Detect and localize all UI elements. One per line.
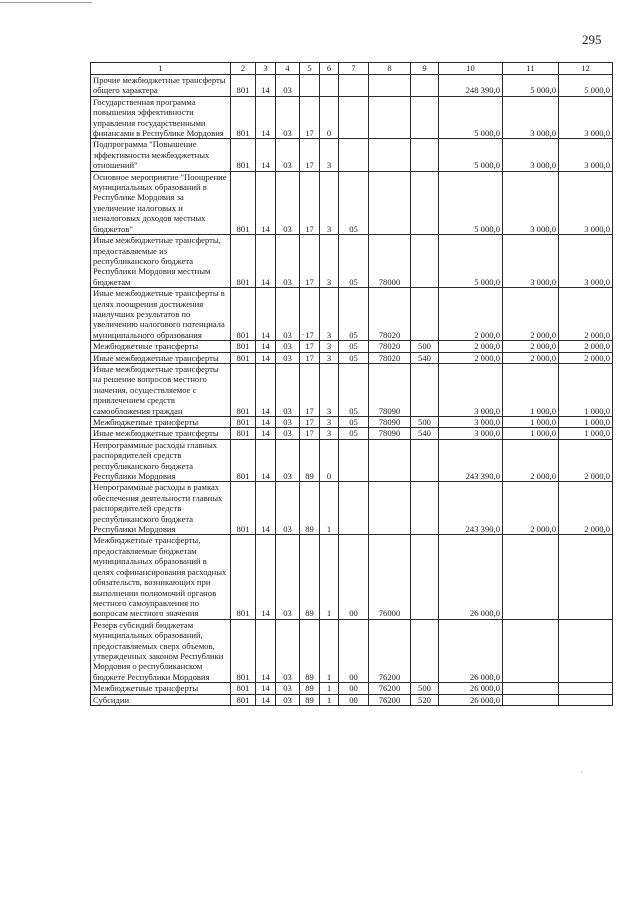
table-row: [91, 235, 613, 288]
cell-c6: 3: [320, 352, 339, 363]
cell-c2: 801: [231, 683, 256, 694]
table-body: [91, 75, 613, 706]
cell-c9: [411, 288, 439, 341]
cell-c10: 3 000,0: [439, 363, 503, 416]
column-header-12: 12: [559, 63, 613, 75]
cell-c11: 2 000,0: [503, 352, 559, 363]
cell-c4: 03: [276, 171, 300, 234]
scan-speck: -: [302, 330, 305, 339]
cell-c12: [559, 535, 613, 619]
cell-c4: 03: [276, 683, 300, 694]
cell-c7: [339, 439, 369, 482]
cell-c8: [369, 439, 411, 482]
cell-c10: 5 000,0: [439, 235, 503, 288]
cell-c4: 03: [276, 535, 300, 619]
row-name: Межбюджетные трансферты: [91, 341, 231, 352]
cell-c10: 243 390,0: [439, 482, 503, 535]
cell-c4: 03: [276, 96, 300, 139]
cell-c2: 801: [231, 96, 256, 139]
cell-c5: 17: [300, 96, 320, 139]
cell-c8: [369, 482, 411, 535]
table-row: [91, 535, 613, 619]
cell-c2: 801: [231, 288, 256, 341]
cell-c5: 17: [300, 139, 320, 171]
cell-c3: 14: [256, 171, 276, 234]
cell-c4: 03: [276, 75, 300, 97]
cell-c8: 78090: [369, 363, 411, 416]
cell-c8: [369, 96, 411, 139]
cell-c5: 17: [300, 428, 320, 439]
column-header-5: 5: [300, 63, 320, 75]
cell-c2: 801: [231, 363, 256, 416]
table-row: [91, 619, 613, 682]
cell-c11: [503, 619, 559, 682]
row-name: Непрограммные расходы главных распорядителей средств республиканского бюджета Республики Мордовия: [91, 439, 231, 482]
column-header-9: 9: [411, 63, 439, 75]
cell-c7: 00: [339, 683, 369, 694]
cell-c7: 05: [339, 288, 369, 341]
cell-c4: 03: [276, 235, 300, 288]
cell-c2: 801: [231, 439, 256, 482]
table-row: [91, 288, 613, 341]
cell-c8: [369, 139, 411, 171]
cell-c6: 1: [320, 683, 339, 694]
cell-c4: 03: [276, 352, 300, 363]
cell-c3: 14: [256, 235, 276, 288]
table-row: [91, 139, 613, 171]
cell-c7: [339, 96, 369, 139]
cell-c3: 14: [256, 75, 276, 97]
row-name: Межбюджетные трансферты: [91, 683, 231, 694]
cell-c3: 14: [256, 535, 276, 619]
cell-c9: [411, 139, 439, 171]
table-row: [91, 75, 613, 97]
cell-c4: 03: [276, 482, 300, 535]
table-row: [91, 683, 613, 694]
row-name: Иные межбюджетные трансферты, предоставляемые из республиканского бюджета Республики Мордовия местным бюджетам: [91, 235, 231, 288]
row-name: Межбюджетные трансферты: [91, 417, 231, 428]
cell-c3: 14: [256, 428, 276, 439]
cell-c4: 03: [276, 139, 300, 171]
cell-c4: 03: [276, 341, 300, 352]
cell-c10: 5 000,0: [439, 139, 503, 171]
cell-c7: 05: [339, 352, 369, 363]
cell-c6: 3: [320, 428, 339, 439]
cell-c8: 78020: [369, 341, 411, 352]
cell-c7: 00: [339, 694, 369, 705]
cell-c8: 76000: [369, 535, 411, 619]
cell-c9: [411, 96, 439, 139]
row-name: Резерв субсидий бюджетам муниципальных образований, предоставляемых сверх объемов, утвержденных законом Республики Мордовия о республиканском бюджете Республики Мордовия: [91, 619, 231, 682]
cell-c6: 3: [320, 171, 339, 234]
column-header-1: 1: [91, 63, 231, 75]
row-name: Основное мероприятие "Поощрение муниципальных образований в Республике Мордовия за увеличение налоговых и неналоговых доходов местных бюджетов": [91, 171, 231, 234]
cell-c2: 801: [231, 417, 256, 428]
cell-c2: 801: [231, 535, 256, 619]
cell-c10: 3 000,0: [439, 428, 503, 439]
cell-c6: 1: [320, 482, 339, 535]
cell-c4: 03: [276, 619, 300, 682]
row-name: Непрограммные расходы в рамках обеспечения деятельности главных распорядителей средств республиканского бюджета Республики Мордовия: [91, 482, 231, 535]
table-row: [91, 482, 613, 535]
cell-c12: 2 000,0: [559, 341, 613, 352]
cell-c11: 5 000,0: [503, 75, 559, 97]
cell-c7: 05: [339, 417, 369, 428]
cell-c3: 14: [256, 482, 276, 535]
cell-c2: 801: [231, 428, 256, 439]
table-row: [91, 439, 613, 482]
row-name: Иные межбюджетные трансферты в целях поощрения достижения наилучших результатов по увеличению налогового потенциала муниципального образования: [91, 288, 231, 341]
cell-c12: [559, 694, 613, 705]
cell-c11: 3 000,0: [503, 139, 559, 171]
cell-c2: 801: [231, 235, 256, 288]
column-header-7: 7: [339, 63, 369, 75]
cell-c9: [411, 439, 439, 482]
cell-c6: [320, 75, 339, 97]
cell-c5: 89: [300, 694, 320, 705]
budget-table-container: [90, 62, 613, 706]
row-name: Иные межбюджетные трансферты: [91, 428, 231, 439]
table-row: [91, 352, 613, 363]
column-header-3: 3: [256, 63, 276, 75]
cell-c8: 76200: [369, 619, 411, 682]
cell-c12: 2 000,0: [559, 352, 613, 363]
cell-c11: 2 000,0: [503, 288, 559, 341]
cell-c7: [339, 75, 369, 97]
cell-c9: 500: [411, 417, 439, 428]
cell-c9: [411, 535, 439, 619]
cell-c11: 3 000,0: [503, 235, 559, 288]
cell-c3: 14: [256, 288, 276, 341]
cell-c10: 2 000,0: [439, 341, 503, 352]
cell-c10: 248 390,0: [439, 75, 503, 97]
cell-c7: [339, 139, 369, 171]
cell-c3: 14: [256, 352, 276, 363]
cell-c7: 05: [339, 428, 369, 439]
cell-c4: 03: [276, 439, 300, 482]
cell-c7: 05: [339, 171, 369, 234]
budget-table: [90, 62, 613, 706]
cell-c5: 17: [300, 288, 320, 341]
cell-c5: 17: [300, 363, 320, 416]
cell-c6: 1: [320, 694, 339, 705]
cell-c5: [300, 75, 320, 97]
cell-c11: 3 000,0: [503, 171, 559, 234]
cell-c12: 2 000,0: [559, 288, 613, 341]
cell-c11: 1 000,0: [503, 363, 559, 416]
cell-c10: 3 000,0: [439, 417, 503, 428]
cell-c6: 3: [320, 139, 339, 171]
cell-c3: 14: [256, 619, 276, 682]
cell-c5: 17: [300, 341, 320, 352]
cell-c8: 78020: [369, 288, 411, 341]
table-row: [91, 363, 613, 416]
column-header-8: 8: [369, 63, 411, 75]
cell-c4: 03: [276, 288, 300, 341]
cell-c9: [411, 363, 439, 416]
cell-c5: 17: [300, 171, 320, 234]
cell-c2: 801: [231, 171, 256, 234]
cell-c2: 801: [231, 139, 256, 171]
cell-c8: 76200: [369, 683, 411, 694]
cell-c3: 14: [256, 694, 276, 705]
cell-c10: 26 000,0: [439, 694, 503, 705]
cell-c6: 3: [320, 363, 339, 416]
cell-c3: 14: [256, 139, 276, 171]
cell-c6: 1: [320, 619, 339, 682]
cell-c8: 78090: [369, 417, 411, 428]
cell-c12: 3 000,0: [559, 139, 613, 171]
cell-c12: 2 000,0: [559, 482, 613, 535]
cell-c3: 14: [256, 363, 276, 416]
cell-c4: 03: [276, 694, 300, 705]
table-row: [91, 694, 613, 705]
cell-c3: 14: [256, 439, 276, 482]
table-row: [91, 428, 613, 439]
cell-c5: 89: [300, 619, 320, 682]
cell-c12: [559, 619, 613, 682]
column-header-10: 10: [439, 63, 503, 75]
cell-c11: 2 000,0: [503, 482, 559, 535]
table-row: [91, 96, 613, 139]
cell-c8: [369, 75, 411, 97]
cell-c6: 3: [320, 288, 339, 341]
cell-c2: 801: [231, 341, 256, 352]
column-header-11: 11: [503, 63, 559, 75]
cell-c5: 89: [300, 482, 320, 535]
cell-c6: 3: [320, 341, 339, 352]
cell-c7: [339, 482, 369, 535]
cell-c6: 0: [320, 439, 339, 482]
cell-c7: 05: [339, 341, 369, 352]
cell-c5: 17: [300, 417, 320, 428]
cell-c3: 14: [256, 683, 276, 694]
row-name: Иные межбюджетные трансферты на решение вопросов местного значения, осуществляемое с привлечением средств самообложения граждан: [91, 363, 231, 416]
cell-c9: [411, 482, 439, 535]
cell-c11: 2 000,0: [503, 341, 559, 352]
row-name: Иные межбюджетные трансферты: [91, 352, 231, 363]
cell-c10: 26 000,0: [439, 619, 503, 682]
page-number: 295: [582, 32, 602, 47]
cell-c11: 2 000,0: [503, 439, 559, 482]
cell-c8: 76200: [369, 694, 411, 705]
column-header-2: 2: [231, 63, 256, 75]
column-header-6: 6: [320, 63, 339, 75]
cell-c2: 801: [231, 352, 256, 363]
cell-c10: 243 390,0: [439, 439, 503, 482]
table-row: [91, 171, 613, 234]
cell-c9: 540: [411, 428, 439, 439]
scan-speck: ·: [580, 768, 583, 777]
cell-c2: 801: [231, 694, 256, 705]
cell-c11: [503, 535, 559, 619]
cell-c9: [411, 75, 439, 97]
cell-c8: 78090: [369, 428, 411, 439]
row-name: Субсидии: [91, 694, 231, 705]
table-row: [91, 417, 613, 428]
cell-c12: 1 000,0: [559, 428, 613, 439]
cell-c9: 540: [411, 352, 439, 363]
cell-c10: 26 000,0: [439, 535, 503, 619]
cell-c11: 1 000,0: [503, 417, 559, 428]
cell-c5: 17: [300, 235, 320, 288]
cell-c7: 00: [339, 535, 369, 619]
table-row: [91, 341, 613, 352]
cell-c5: 89: [300, 535, 320, 619]
cell-c5: 89: [300, 683, 320, 694]
cell-c6: 1: [320, 535, 339, 619]
row-name: Подпрограмма "Повышение эффективности межбюджетных отношений": [91, 139, 231, 171]
cell-c8: 78020: [369, 352, 411, 363]
row-name: Государственная программа повышения эффективности управления государственными финансами в Республике Мордовия: [91, 96, 231, 139]
cell-c12: 3 000,0: [559, 235, 613, 288]
cell-c12: 2 000,0: [559, 439, 613, 482]
cell-c8: 78000: [369, 235, 411, 288]
cell-c8: [369, 171, 411, 234]
cell-c3: 14: [256, 96, 276, 139]
cell-c9: 520: [411, 694, 439, 705]
column-header-4: 4: [276, 63, 300, 75]
cell-c12: 1 000,0: [559, 363, 613, 416]
cell-c11: 1 000,0: [503, 428, 559, 439]
cell-c7: 00: [339, 619, 369, 682]
cell-c12: 1 000,0: [559, 417, 613, 428]
cell-c2: 801: [231, 75, 256, 97]
cell-c12: 3 000,0: [559, 96, 613, 139]
cell-c2: 801: [231, 619, 256, 682]
cell-c10: 2 000,0: [439, 288, 503, 341]
cell-c6: 3: [320, 235, 339, 288]
cell-c10: 5 000,0: [439, 96, 503, 139]
cell-c5: 89: [300, 439, 320, 482]
cell-c11: [503, 683, 559, 694]
cell-c10: 5 000,0: [439, 171, 503, 234]
cell-c7: 05: [339, 363, 369, 416]
cell-c4: 03: [276, 417, 300, 428]
cell-c11: 3 000,0: [503, 96, 559, 139]
row-name: Межбюджетные трансферты, предоставляемые бюджетам муниципальных образований в целях софинансирования расходных обязательств, возникающих при выполнении полномочий органов местного самоуправления по вопросам местного значения: [91, 535, 231, 619]
cell-c9: [411, 171, 439, 234]
cell-c3: 14: [256, 417, 276, 428]
cell-c4: 03: [276, 363, 300, 416]
cell-c12: [559, 683, 613, 694]
cell-c9: [411, 235, 439, 288]
cell-c9: 500: [411, 683, 439, 694]
cell-c10: 26 000,0: [439, 683, 503, 694]
column-number-row: [91, 63, 613, 75]
cell-c12: 5 000,0: [559, 75, 613, 97]
cell-c6: 3: [320, 417, 339, 428]
cell-c10: 2 000,0: [439, 352, 503, 363]
cell-c2: 801: [231, 482, 256, 535]
cell-c11: [503, 694, 559, 705]
cell-c9: [411, 619, 439, 682]
cell-c6: 0: [320, 96, 339, 139]
row-name: Прочие межбюджетные трансферты общего характера: [91, 75, 231, 97]
top-edge-mark: [0, 2, 92, 3]
cell-c4: 03: [276, 428, 300, 439]
cell-c7: 05: [339, 235, 369, 288]
cell-c9: 500: [411, 341, 439, 352]
cell-c5: 17: [300, 352, 320, 363]
cell-c12: 3 000,0: [559, 171, 613, 234]
cell-c3: 14: [256, 341, 276, 352]
